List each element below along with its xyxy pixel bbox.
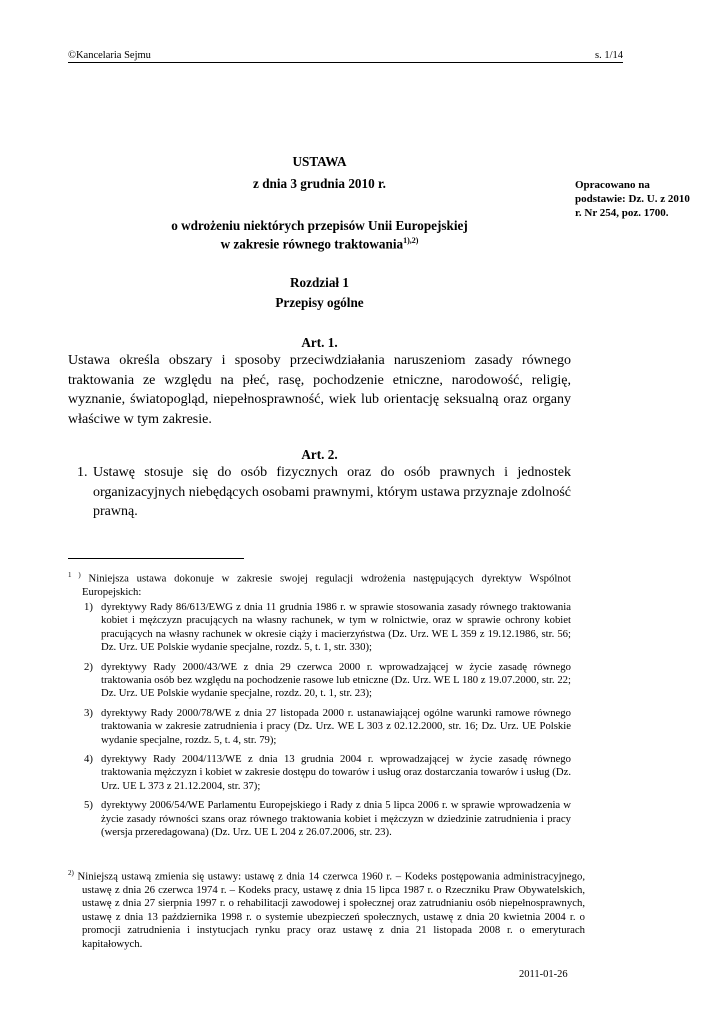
list-item-number: 3): [84, 706, 93, 719]
list-item-number: 1): [84, 601, 93, 613]
chapter-title: Przepisy ogólne: [275, 295, 364, 310]
art2-paragraph-number: 1.: [77, 465, 88, 480]
footnote-1: [68, 569, 571, 599]
footnote-2: [68, 867, 585, 951]
art2-paragraph: [77, 463, 571, 522]
footnote-2-text: Niniejszą ustawą zmienia się ustawy: ustawę z dnia 14 czerwca 1960 r. – Kodeks postępowania administracyjnego, ustawę z dnia 26 czerwca 1974 r. – Kodeks pracy, ustawę z dnia 15 lipca 1987 r. o Rzeczniku Praw Obywatelskich, ustawę z dnia 27 sierpnia 1997 r. o rehabilitacji zawodowej i społecznej oraz zatrudnianiu osób niepełnosprawnych, ustawę z dnia 13 października 1998 r. o systemie ubezpieczeń społecznych, ustawę z dnia 20 kwietnia 2004 r. o promocji zatrudnienia i instytucjach rynku pracy oraz ustawę z dnia 21 listopada 2008 r. o emeryturach kapitałowych.: [77, 870, 586, 950]
document-date: z dnia 3 grudnia 2010 r.: [253, 176, 386, 191]
list-item-text: dyrektywy Rady 2004/113/WE z dnia 13 grudnia 2004 r. wprowadzającej w życie zasadę równego traktowania mężczyzn i kobiet w zakresie dostępu do towarów i usług oraz dostarczania towarów i usług (Dz. Urz. UE L 373 z 21.12.2004, str. 37);: [101, 753, 571, 792]
list-item: [68, 601, 571, 655]
list-item-number: 5): [84, 799, 93, 812]
subtitle-line-2: [68, 236, 571, 252]
art1-text: Ustawa określa obszary i sposoby przeciwdziałania naruszeniom zasady równego traktowania ze względu na płeć, rasę, pochodzenie etniczne, narodowość, religię, wyznanie, światopogląd, niepełnosprawność, wiek lub orientację seksualną oraz organy właściwe w tym zakresie.: [68, 353, 571, 427]
header-page-number: s. 1/14: [594, 50, 623, 61]
list-item-text: dyrektywy 2006/54/WE Parlamentu Europejskiego i Rady z dnia 5 lipca 2006 r. w sprawie wprowadzenia w życie zasady równości szans oraz równego traktowania kobiet i mężczyzn w dziedzinie zatrudnienia i pracy (wersja przeredagowana) (Dz. Urz. UE L 204 z 26.07.2006, str. 23).: [101, 799, 571, 839]
list-item-number: 2): [84, 660, 93, 673]
list-item-text: dyrektywy Rady 86/613/EWG z dnia 11 grudnia 1986 r. w sprawie stosowania zasady równego traktowania kobiet i mężczyzn pracujących na własny rachunek, w tym w rolnictwie, oraz w sprawie ochrony kobiet pracujących na własny rachunek w okresie ciąży i macierzyństwa (Dz. Urz. WE L 359 z 19.12.1986, str. 56; Dz. Urz. UE Polskie wydanie specjalne, rozdz. 5, t. 1, str. 330);: [101, 601, 571, 654]
footnote-2-marker: 2): [68, 869, 74, 877]
footnote-1-list: [68, 601, 571, 846]
header-publisher: ©Kancelaria Sejmu: [68, 50, 151, 61]
footnote-1-marker: 1 ): [68, 571, 81, 579]
footnote-1-text: Niniejsza ustawa dokonuje w zakresie swojej regulacji wdrożenia następujących dyrektyw Wspólnot Europejskich:: [82, 572, 571, 598]
list-item-text: dyrektywy Rady 2000/78/WE z dnia 27 listopada 2000 r. ustanawiającej ogólne warunki ramowe równego traktowania w zakresie zatrudnienia i pracy (Dz. Urz. WE L 303 z 02.12.2000, str. 16; Dz. Urz. UE Polskie wydanie specjalne, rozdz. 5, t. 4, str. 79);: [101, 706, 571, 746]
art2-heading: Art. 2.: [301, 447, 338, 462]
document-title: USTAWA: [292, 154, 347, 169]
list-item: [68, 753, 571, 793]
list-item: [68, 661, 571, 701]
chapter-number: Rozdział 1: [290, 275, 349, 290]
list-item-number: 4): [84, 753, 93, 766]
subtitle-footnote-ref[interactable]: 1),2): [403, 236, 419, 245]
list-item: [68, 799, 571, 839]
footnote-divider: [68, 558, 244, 559]
subtitle-line-1: o wdrożeniu niektórych przepisów Unii Europejskiej: [171, 218, 468, 233]
page-header: [68, 49, 623, 63]
list-item: [68, 707, 571, 747]
art2-text: Ustawę stosuje się do osób fizycznych oraz do osób prawnych i jednostek organizacyjnych niebędących osobami prawnymi, którym ustawa przyznaje zdolność prawną.: [93, 465, 571, 519]
subtitle-line-2-text: w zakresie równego traktowania: [220, 236, 404, 252]
page-footer-date: 2011-01-26: [519, 969, 568, 980]
source-note: Opracowano na podstawie: Dz. U. z 2010 r. Nr 254, poz. 1700.: [575, 179, 690, 219]
list-item-text: dyrektywy Rady 2000/43/WE z dnia 29 czerwca 2000 r. wprowadzającej w życie zasadę równego traktowania osób bez względu na pochodzenie rasowe lub etniczne (Dz. Urz. WE L 180 z 19.07.2000, str. 22; Dz. Urz. UE Polskie wydanie specjalne, rozdz. 20, t. 1, str. 23);: [101, 660, 571, 700]
art1-heading: Art. 1.: [301, 335, 338, 350]
